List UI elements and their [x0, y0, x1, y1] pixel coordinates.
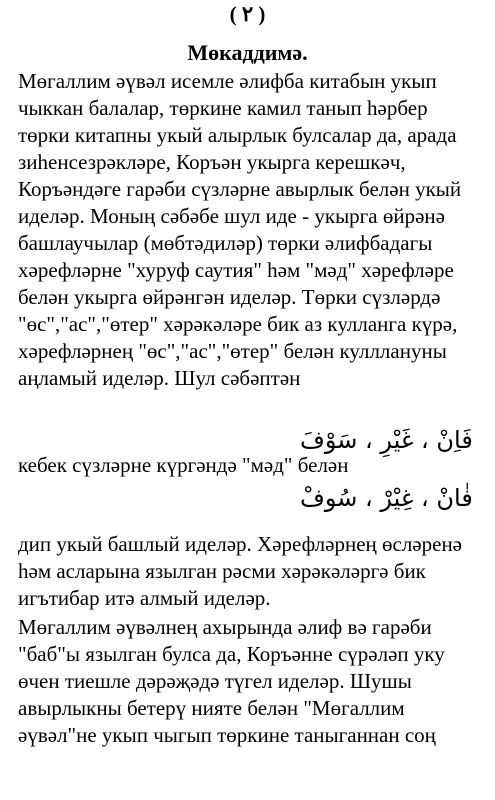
text-line: игътибар итә алмый иделәр. [18, 586, 271, 610]
text-line: Коръәндәге гарәби сүзләрне авырлык белән укый [18, 177, 462, 201]
paragraph-4 [18, 614, 484, 749]
text-line: иделәр. Моның сәбәбе шул иде - укырга өйрәнә [18, 204, 445, 228]
text-line: кебек сүзләрне күргәндә "мәд" белән [18, 453, 349, 477]
text-line: әүвәл"не укып чыгып төркине таныганнан соң [18, 723, 436, 747]
page-number: ( ٢ ) [229, 2, 266, 26]
text-line: аңламый иделәр. Шул сәбәптән [18, 366, 301, 390]
text-line: башлаучылар (мөбтәдиләр) төрки әлифбадагы [18, 231, 433, 255]
text-line: "өс","ас","өтер" хәрәкәләре бик аз кулланга күрә, [18, 312, 458, 336]
paragraph-1 [18, 68, 484, 392]
text-line: һәм асларына язылган рәсми хәрәкәләргә бик [18, 559, 426, 583]
text-line: зиһенсезрәкләре, Коръән укырга керешкәч, [18, 150, 406, 174]
text-line: дип укый башлый иделәр. Хәрефләрнең өсләренә [18, 532, 463, 556]
text-line: белән укырга өйрәнгән иделәр. Төрки сүзләрдә [18, 285, 441, 309]
arabic-example-misread: فٰانْ ، غِيْرْ ، سُوفْ [300, 484, 473, 512]
text-line: өчен тиешле дәрәҗәдә түгел иделәр. Шушы [18, 669, 412, 693]
text-line: чыккан балалар, төркине камил танып һәрбер [18, 96, 428, 120]
text-line: Мөгаллим әүвәлнең ахырында әлиф вә гарәби [18, 615, 432, 639]
text-line: "баб"ы язылган булса да, Коръәнне сүрәләп уку [18, 642, 445, 666]
text-line: хәрефләрнең "өс","ас","өтер" белән кулллануны [18, 339, 447, 363]
text-line: төрки китапны укый алырлык булсалар да, арада [18, 123, 457, 147]
text-line: хәрефләрне "хуруф саутия" һәм "мәд" хәрефләре [18, 258, 454, 282]
paragraph-2 [18, 452, 484, 479]
text-line: авырлыкны бетерү нияте белән "Мөгаллим [18, 696, 405, 720]
text-line: Мөгаллим әүвәл исемле әлифба китабын укып [18, 69, 437, 93]
paragraph-3 [18, 531, 484, 612]
arabic-example-vowelled: فَاِنْ ، غَيْرِ ، سَوْفَ [300, 426, 473, 454]
page-title: Мөкаддимә. [187, 40, 308, 65]
